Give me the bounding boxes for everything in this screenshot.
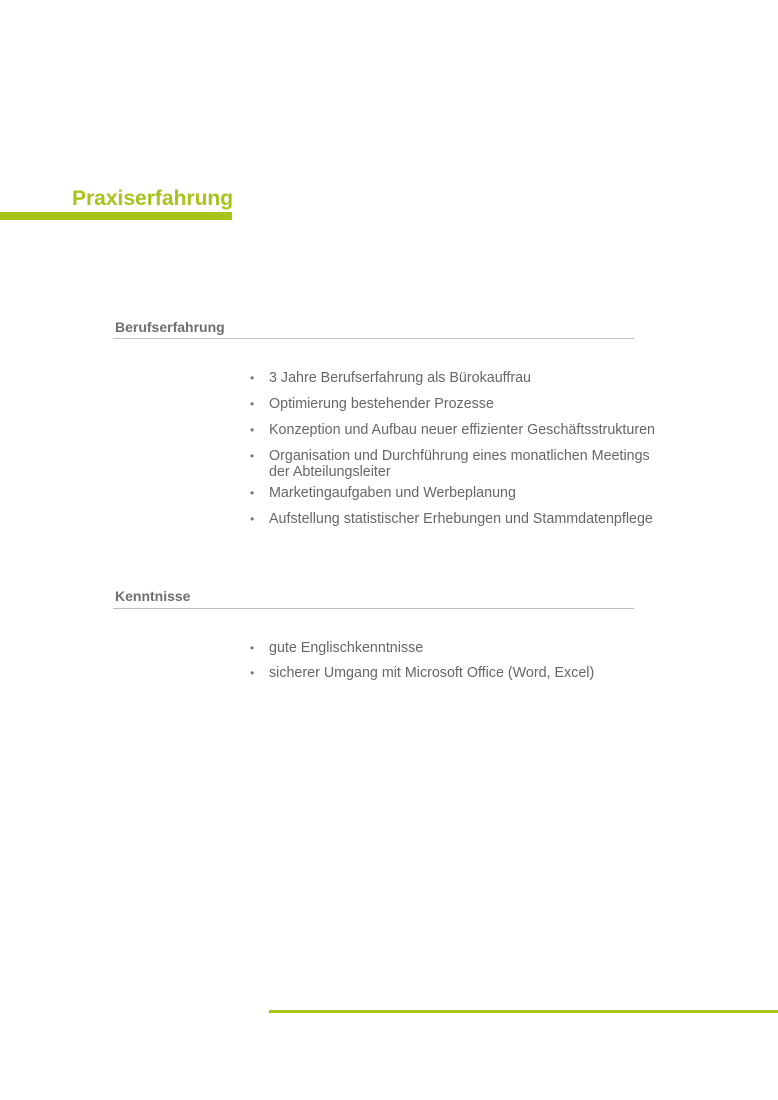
section-divider-kenntnisse — [113, 608, 634, 609]
list-item: • gute Englischkenntnisse — [250, 640, 423, 656]
list-item: • Aufstellung statistischer Erhebungen und Stammdatenpflege — [250, 511, 653, 527]
list-item: • Optimierung bestehender Prozesse — [250, 396, 494, 412]
list-item: • 3 Jahre Berufserfahrung als Bürokauffrau — [250, 370, 531, 386]
title-accent-bar — [0, 212, 232, 220]
section-heading-kenntnisse: Kenntnisse — [115, 588, 191, 604]
list-item: • Konzeption und Aufbau neuer effizienter Geschäftsstrukturen — [250, 422, 655, 438]
section-divider-berufserfahrung — [113, 338, 634, 339]
section-heading-berufserfahrung: Berufserfahrung — [115, 319, 225, 335]
page-title: Praxiserfahrung — [72, 187, 234, 210]
list-item: • sicherer Umgang mit Microsoft Office (Word, Excel) — [250, 665, 594, 681]
list-item: • Organisation und Durchführung eines monatlichen Meetings der Abteilungsleiter — [250, 448, 674, 480]
footer-accent-bar — [269, 1010, 778, 1013]
list-item: • Marketingaufgaben und Werbeplanung — [250, 485, 516, 501]
